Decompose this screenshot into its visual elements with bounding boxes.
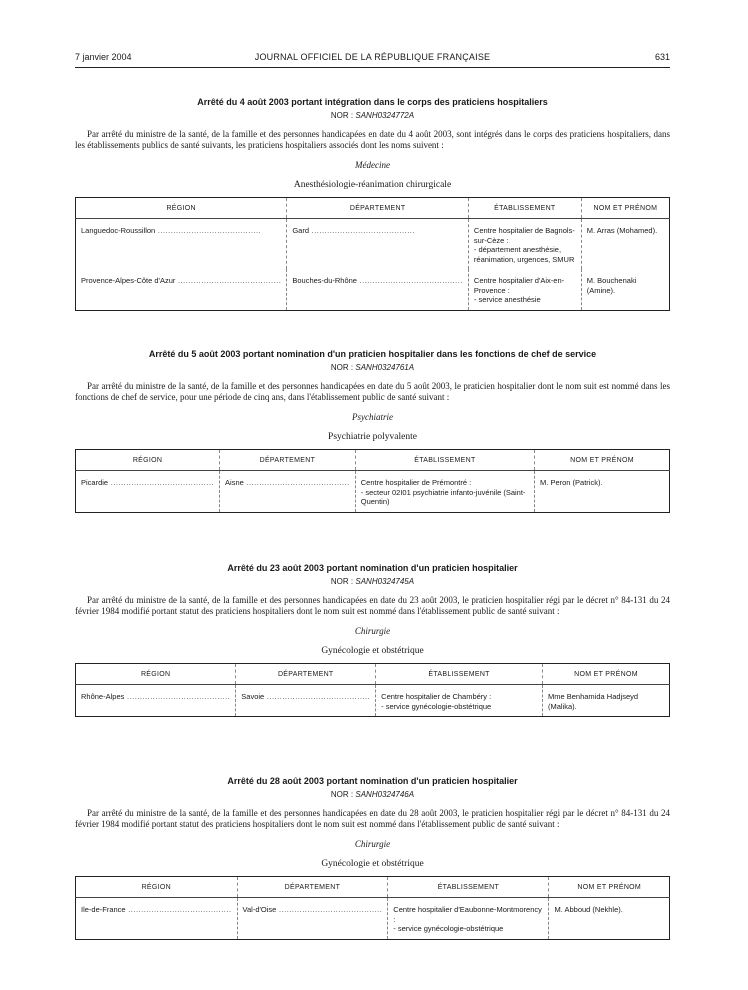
nor-label: NOR : — [330, 790, 354, 799]
departement-header: DÉPARTEMENT — [237, 877, 388, 898]
appointment-table — [75, 449, 670, 513]
etablissement-cell — [468, 219, 581, 270]
table-row — [76, 685, 670, 717]
etablissement-name: Centre hospitalier de Chambéry : — [381, 692, 492, 701]
decree-section — [75, 775, 670, 940]
table-row — [76, 898, 670, 940]
decree-body: Par arrêté du ministre de la santé, de la famille et des personnes handicapées en date du 28 août 2003, le praticien hospitalier régi par le décret n° 84-131 du 24 février 1984 modifié portant statut des praticiens hospitaliers dont le nom suit est nommé dans l'établissement public de santé suivant : — [75, 808, 670, 829]
departement-cell: Aisne ..... — [220, 471, 356, 513]
nom-cell: M. Arras (Mohamed). — [581, 219, 669, 270]
decree-section — [75, 562, 670, 717]
region-cell: Languedoc-Roussillon ..... — [76, 219, 287, 270]
table-row — [76, 219, 670, 270]
medical-field: Chirurgie — [354, 839, 391, 849]
nom-header: NOM ET PRÉNOM — [549, 877, 670, 898]
etablissement-header: ÉTABLISSEMENT — [376, 664, 543, 685]
appointment-table — [75, 876, 670, 940]
table-row — [76, 269, 670, 310]
nor-label: NOR : — [330, 577, 354, 586]
journal-title: JOURNAL OFFICIEL DE LA RÉPUBLIQUE FRANÇAISE — [254, 52, 491, 62]
nor-label: NOR : — [330, 363, 354, 372]
etablissement-header: ÉTABLISSEMENT — [388, 877, 549, 898]
departement-cell: Bouches-du-Rhône ..... — [287, 269, 469, 310]
nor-code: SANH0324772A — [355, 111, 415, 120]
departement-header: DÉPARTEMENT — [220, 450, 356, 471]
etablissement-service: - secteur 02I01 psychiatrie infanto-juvénile (Saint-Quentin) — [360, 487, 526, 506]
nom-header: NOM ET PRÉNOM — [535, 450, 670, 471]
departement-header: DÉPARTEMENT — [287, 198, 469, 219]
table-header-row — [76, 450, 670, 471]
appointment-table — [75, 197, 670, 311]
region-header: RÉGION — [76, 877, 238, 898]
region-cell: Picardie ..... — [76, 471, 220, 513]
etablissement-name: Centre hospitalier de Bagnols-sur-Cèze : — [473, 226, 575, 245]
specialty: Psychiatrie polyvalente — [328, 432, 417, 442]
nor-reference — [75, 576, 670, 587]
etablissement-name: Centre hospitalier d'Aix-en-Provence : — [473, 276, 565, 295]
region-cell: Ile-de-France ..... — [76, 898, 238, 940]
decree-body: Par arrêté du ministre de la santé, de la famille et des personnes handicapées en date du 5 août 2003, le praticien hospitalier dont le nom suit est nommé dans les fonctions de chef de service, pour une période de cinq ans, dans l'établissement public de santé suivant : — [75, 381, 670, 402]
region-header: RÉGION — [76, 198, 287, 219]
etablissement-cell — [468, 269, 581, 310]
nom-cell: M. Bouchenaki (Amine). — [581, 269, 669, 310]
decree-body: Par arrêté du ministre de la santé, de la famille et des personnes handicapées en date du 23 août 2003, le praticien hospitalier régi par le décret n° 84-131 du 24 février 1984 modifié portant statut des praticiens hospitaliers dont le nom suit est nommé dans l'établissement public de santé suivant : — [75, 595, 670, 616]
decree-title: Arrêté du 5 août 2003 portant nomination d'un praticien hospitalier dans les fonctions de chef de service — [148, 349, 597, 359]
nor-reference — [75, 110, 670, 121]
header-rule — [75, 67, 670, 68]
nor-code: SANH0324761A — [355, 363, 415, 372]
etablissement-service: - service gynécologie-obstétrique — [393, 924, 504, 933]
specialty: Gynécologie et obstétrique — [321, 859, 424, 869]
decree-title: Arrêté du 4 août 2003 portant intégration dans le corps des praticiens hospitaliers — [197, 97, 548, 107]
nom-header: NOM ET PRÉNOM — [543, 664, 670, 685]
medical-field: Chirurgie — [354, 626, 391, 636]
departement-cell: Savoie ..... — [236, 685, 376, 717]
etablissement-service: - service gynécologie-obstétrique — [381, 701, 492, 711]
specialty: Gynécologie et obstétrique — [321, 646, 424, 656]
nor-code: SANH0324746A — [355, 790, 415, 799]
nom-cell: M. Abboud (Nekhle). — [549, 898, 670, 940]
decree-body: Par arrêté du ministre de la santé, de la famille et des personnes handicapées en date du 4 août 2003, sont intégrés dans le corps des praticiens hospitaliers, dans les établissements publics de santé suivants, les praticiens hospitaliers associés dont les noms suivent : — [75, 129, 670, 150]
etablissement-header: ÉTABLISSEMENT — [468, 198, 581, 219]
decree-section — [75, 96, 670, 311]
table-header-row — [76, 877, 670, 898]
decree-title: Arrêté du 23 août 2003 portant nomination d'un praticien hospitalier — [227, 563, 518, 573]
page-header — [75, 50, 670, 66]
etablissement-cell — [388, 898, 549, 940]
etablissement-cell — [355, 471, 534, 513]
table-header-row — [76, 664, 670, 685]
nor-code: SANH0324745A — [355, 577, 415, 586]
appointment-table — [75, 663, 670, 717]
decree-section — [75, 348, 670, 513]
region-header: RÉGION — [76, 664, 236, 685]
medical-field: Psychiatrie — [352, 412, 393, 422]
etablissement-name: Centre hospitalier de Prémontré : — [360, 478, 472, 487]
etablissement-cell — [376, 685, 543, 717]
nom-header: NOM ET PRÉNOM — [581, 198, 669, 219]
publication-date: 7 janvier 2004 — [75, 52, 132, 62]
nom-cell: Mme Benhamida Hadjseyd (Malika). — [543, 685, 670, 717]
region-cell: Provence-Alpes-Côte d'Azur ..... — [76, 269, 287, 310]
etablissement-header: ÉTABLISSEMENT — [355, 450, 534, 471]
nor-reference — [75, 362, 670, 373]
specialty: Anesthésiologie-réanimation chirurgicale — [293, 180, 452, 190]
region-header: RÉGION — [76, 450, 220, 471]
etablissement-name: Centre hospitalier d'Eaubonne-Montmorency : — [393, 905, 542, 924]
departement-cell: Gard ..... — [287, 219, 469, 270]
nor-label: NOR : — [330, 111, 354, 120]
departement-header: DÉPARTEMENT — [236, 664, 376, 685]
table-row — [76, 471, 670, 513]
nom-cell: M. Peron (Patrick). — [535, 471, 670, 513]
table-header-row — [76, 198, 670, 219]
etablissement-service: - département anesthésie, réanimation, urgences, SMUR — [473, 245, 575, 264]
region-cell: Rhône-Alpes ..... — [76, 685, 236, 717]
medical-field: Médecine — [355, 160, 390, 170]
departement-cell: Val-d'Oise ..... — [237, 898, 388, 940]
page-number: 631 — [654, 52, 670, 62]
etablissement-service: - service anesthésie — [473, 295, 541, 304]
decree-title: Arrêté du 28 août 2003 portant nomination d'un praticien hospitalier — [227, 776, 518, 786]
nor-reference — [75, 789, 670, 800]
